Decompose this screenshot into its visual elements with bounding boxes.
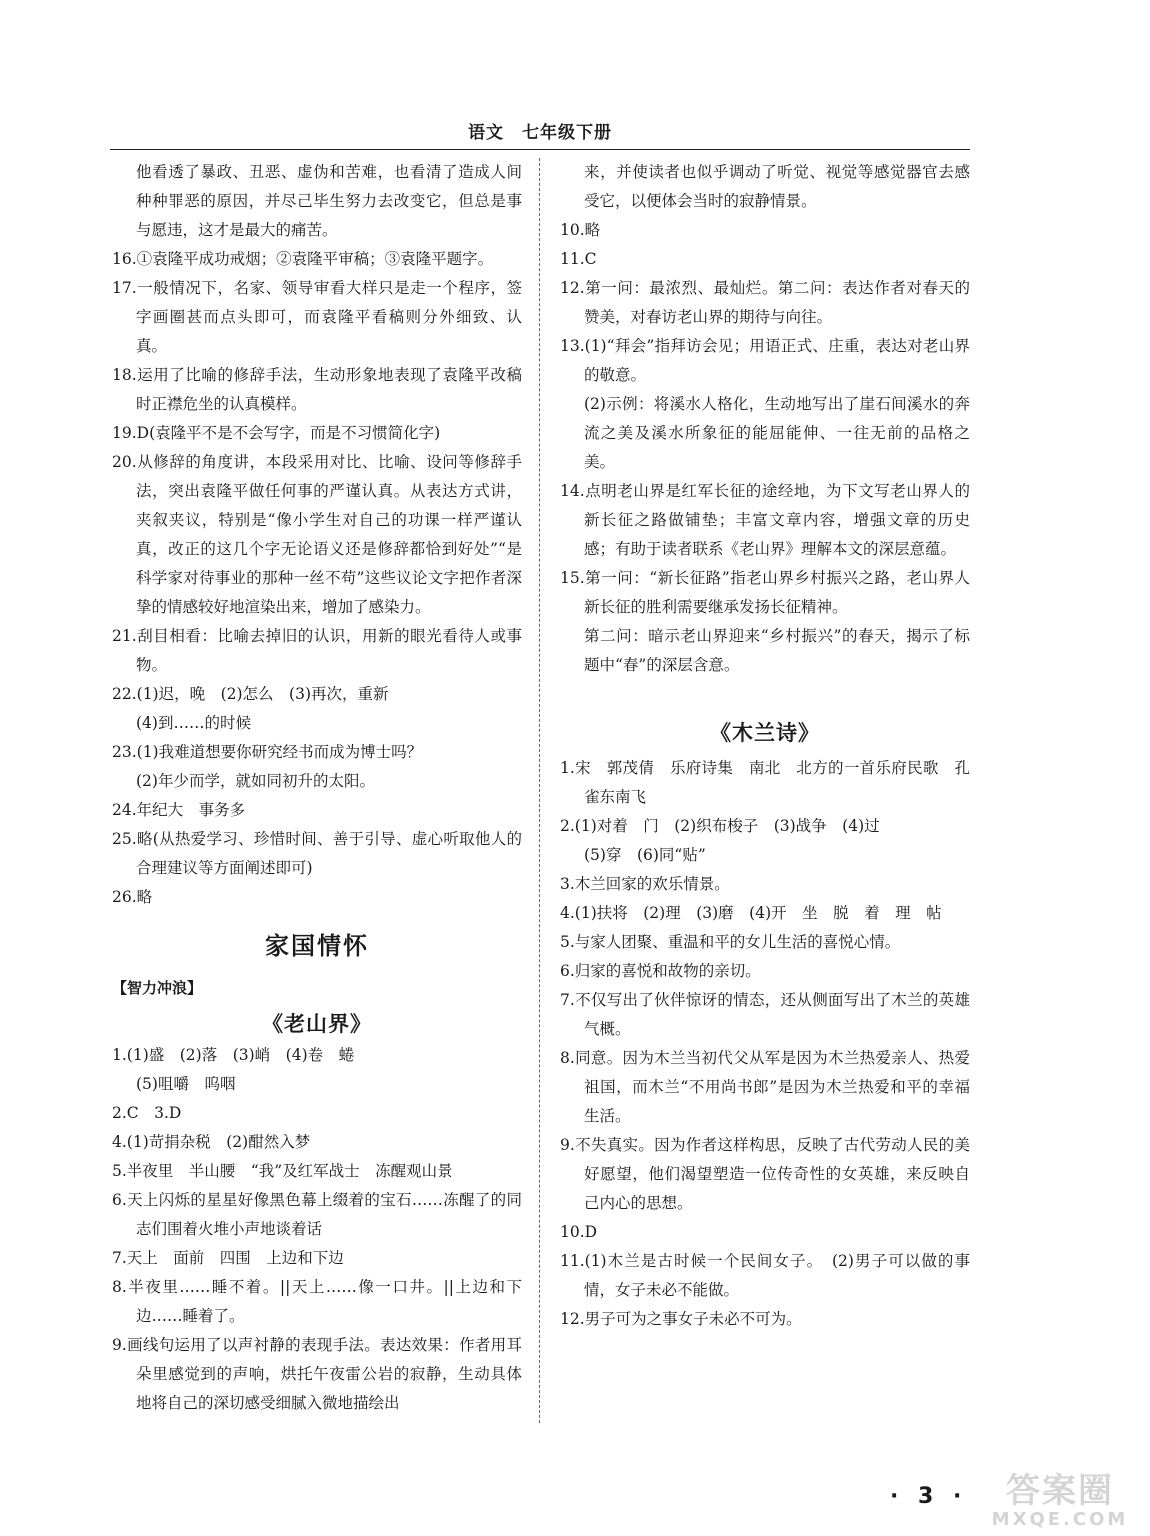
answer-item: 20.从修辞的角度讲，本段采用对比、比喻、设问等修辞手法，突出袁隆平做任何事的严谨认真。从表达方式讲，夹叙夹议，特别是“像小学生对自己的功课一样严谨认真，改正的这几个字无论语义还是修辞都恰到好处”“是科学家对待事业的那种一丝不苟”这些议论文字把作者深挚的情感较好地渲染出来，增加了感染力。 <box>112 453 522 616</box>
watermark-line1: 答案圈 <box>1006 1471 1114 1511</box>
answer-item: 2.(1)对着 门 (2)织布梭子 (3)战争 (4)过 <box>560 817 880 835</box>
answer-item: 3.木兰回家的欢乐情景。 <box>560 875 730 893</box>
answer-item: 7.天上 面前 四围 上边和下边 <box>112 1249 344 1267</box>
answer-item: 2.C 3.D <box>112 1104 182 1122</box>
answer-item: 他看透了暴政、丑恶、虚伪和苦难，也看清了造成人间种种罪恶的原因，并尽己毕生努力去改变它，但总是事与愿违，这才是最大的痛苦。 <box>136 163 522 239</box>
answer-item: 4.(1)苛捐杂税 (2)酣然入梦 <box>112 1133 311 1151</box>
answer-item: (2)示例：将溪水人格化，生动地写出了崖石间溪水的奔流之美及溪水所象征的能屈能伸、一往无前的品格之美。 <box>584 395 970 471</box>
right-answers-continued <box>560 158 970 680</box>
answer-item: 25.略(从热爱学习、珍惜时间、善于引导、虚心听取他人的合理建议等方面阐述即可) <box>112 830 522 877</box>
answer-item: 11.(1)木兰是古时候一个民间女子。 (2)男子可以做的事情，女子未必不能做。 <box>560 1252 970 1299</box>
page-header-title: 语文 七年级下册 <box>468 123 612 143</box>
answer-item: 12.男子可为之事女子未必不可为。 <box>560 1310 802 1328</box>
answer-item: 6.归家的喜悦和故物的亲切。 <box>560 962 761 980</box>
answer-item: 8.半夜里……睡不着。||天上……像一口井。||上边和下边……睡着了。 <box>112 1278 522 1325</box>
answer-item: 4.(1)扶将 (2)理 (3)磨 (4)开 坐 脱 着 理 帖 <box>560 904 942 922</box>
answer-item: 10.略 <box>560 221 601 239</box>
answer-item: 5.与家人团聚、重温和平的女儿生活的喜悦心情。 <box>560 933 901 951</box>
subtitle-mulanshi: 《木兰诗》 <box>710 720 820 745</box>
section-tag: 【智力冲浪】 <box>112 979 203 997</box>
mulanshi-answers <box>560 754 970 1334</box>
page-number: · 3 · <box>890 1484 968 1509</box>
answer-item: 21.刮目相看：比喻去掉旧的认识，用新的眼光看待人或事物。 <box>112 627 522 674</box>
left-answers-continued <box>112 158 522 912</box>
answer-item: 14.点明老山界是红军长征的途经地，为下文写老山界人的新长征之路做铺垫；丰富文章内容，增强文章的历史感；有助于读者联系《老山界》理解本文的深层意蕴。 <box>560 482 970 558</box>
answer-item: 6.天上闪烁的星星好像黑色幕上缀着的宝石……冻醒了的同志们围着火堆小声地谈着话 <box>112 1191 522 1238</box>
laoshanjie-answers <box>112 1041 522 1418</box>
watermark-logo <box>975 1472 1145 1532</box>
answer-item: (2)年少而学，就如同初升的太阳。 <box>136 772 375 790</box>
left-column <box>112 158 522 1418</box>
answer-item: 12.第一问：最浓烈、最灿烂。第二问：表达作者对春天的赞美，对春访老山界的期待与向往。 <box>560 279 970 326</box>
answer-item: 第二问：暗示老山界迎来“乡村振兴”的春天，揭示了标题中“春”的深层含意。 <box>584 627 970 674</box>
answer-item: 15.第一问：“新长征路”指老山界乡村振兴之路，老山界人新长征的胜利需要继承发扬长征精神。 <box>560 569 970 616</box>
answer-item: 17.一般情况下，名家、领导审看大样只是走一个程序，签字画圈甚而点头即可，而袁隆平看稿则分外细致、认真。 <box>112 279 522 355</box>
answer-item: 11.C <box>560 250 597 268</box>
watermark-line2: MXQE.COM <box>991 1509 1129 1530</box>
answer-item: (5)咀嚼 呜咽 <box>136 1075 236 1093</box>
header-rule <box>110 149 970 150</box>
answer-item: 来，并使读者也似乎调动了听觉、视觉等感觉器官去感受它，以便体会当时的寂静情景。 <box>584 163 970 210</box>
answer-item: (4)到……的时候 <box>136 714 251 732</box>
column-divider <box>539 158 540 1423</box>
answer-item: 10.D <box>560 1223 598 1241</box>
answer-item: 8.同意。因为木兰当初代父从军是因为木兰热爱亲人、热爱祖国，而木兰“不用尚书郎”是因为木兰热爱和平的幸福生活。 <box>560 1049 970 1125</box>
answer-item: 9.不失真实。因为作者这样构思，反映了古代劳动人民的美好愿望，他们渴望塑造一位传奇性的女英雄，来反映自己内心的思想。 <box>560 1136 970 1212</box>
right-column <box>560 158 970 1334</box>
answer-item: 26.略 <box>112 888 153 906</box>
section-title: 家国情怀 <box>265 931 369 960</box>
answer-item: 19.D(袁隆平不是不会写字，而是不习惯简化字) <box>112 424 441 442</box>
answer-item: (5)穿 (6)同“贴” <box>584 846 706 864</box>
answer-item: 23.(1)我难道想要你研究经书而成为博士吗？ <box>112 743 423 761</box>
answer-item: 13.(1)“拜会”指拜访会见；用语正式、庄重，表达对老山界的敬意。 <box>560 337 970 384</box>
answer-item: 7.不仅写出了伙伴惊讶的情态，还从侧面写出了木兰的英雄气概。 <box>560 991 970 1038</box>
answer-item: 1.宋 郭茂倩 乐府诗集 南北 北方的一首乐府民歌 孔雀东南飞 <box>560 759 970 806</box>
answer-item: 1.(1)盛 (2)落 (3)峭 (4)卷 蜷 <box>112 1046 355 1064</box>
answer-item: 22.(1)迟，晚 (2)怎么 (3)再次，重新 <box>112 685 389 703</box>
subtitle-laoshanjie: 《老山界》 <box>262 1011 372 1036</box>
answer-item: 24.年纪大 事务多 <box>112 801 246 819</box>
answer-item: 18.运用了比喻的修辞手法，生动形象地表现了袁隆平改稿时正襟危坐的认真模样。 <box>112 366 522 413</box>
answer-item: 16.①袁隆平成功戒烟；②袁隆平审稿；③袁隆平题字。 <box>112 250 494 268</box>
answer-item: 5.半夜里 半山腰 “我”及红军战士 冻醒观山景 <box>112 1162 453 1180</box>
answer-item: 9.画线句运用了以声衬静的表现手法。表达效果：作者用耳朵里感觉到的声响，烘托午夜雷公岩的寂静，生动具体地将自己的深切感受细腻入微地描绘出 <box>112 1336 522 1412</box>
